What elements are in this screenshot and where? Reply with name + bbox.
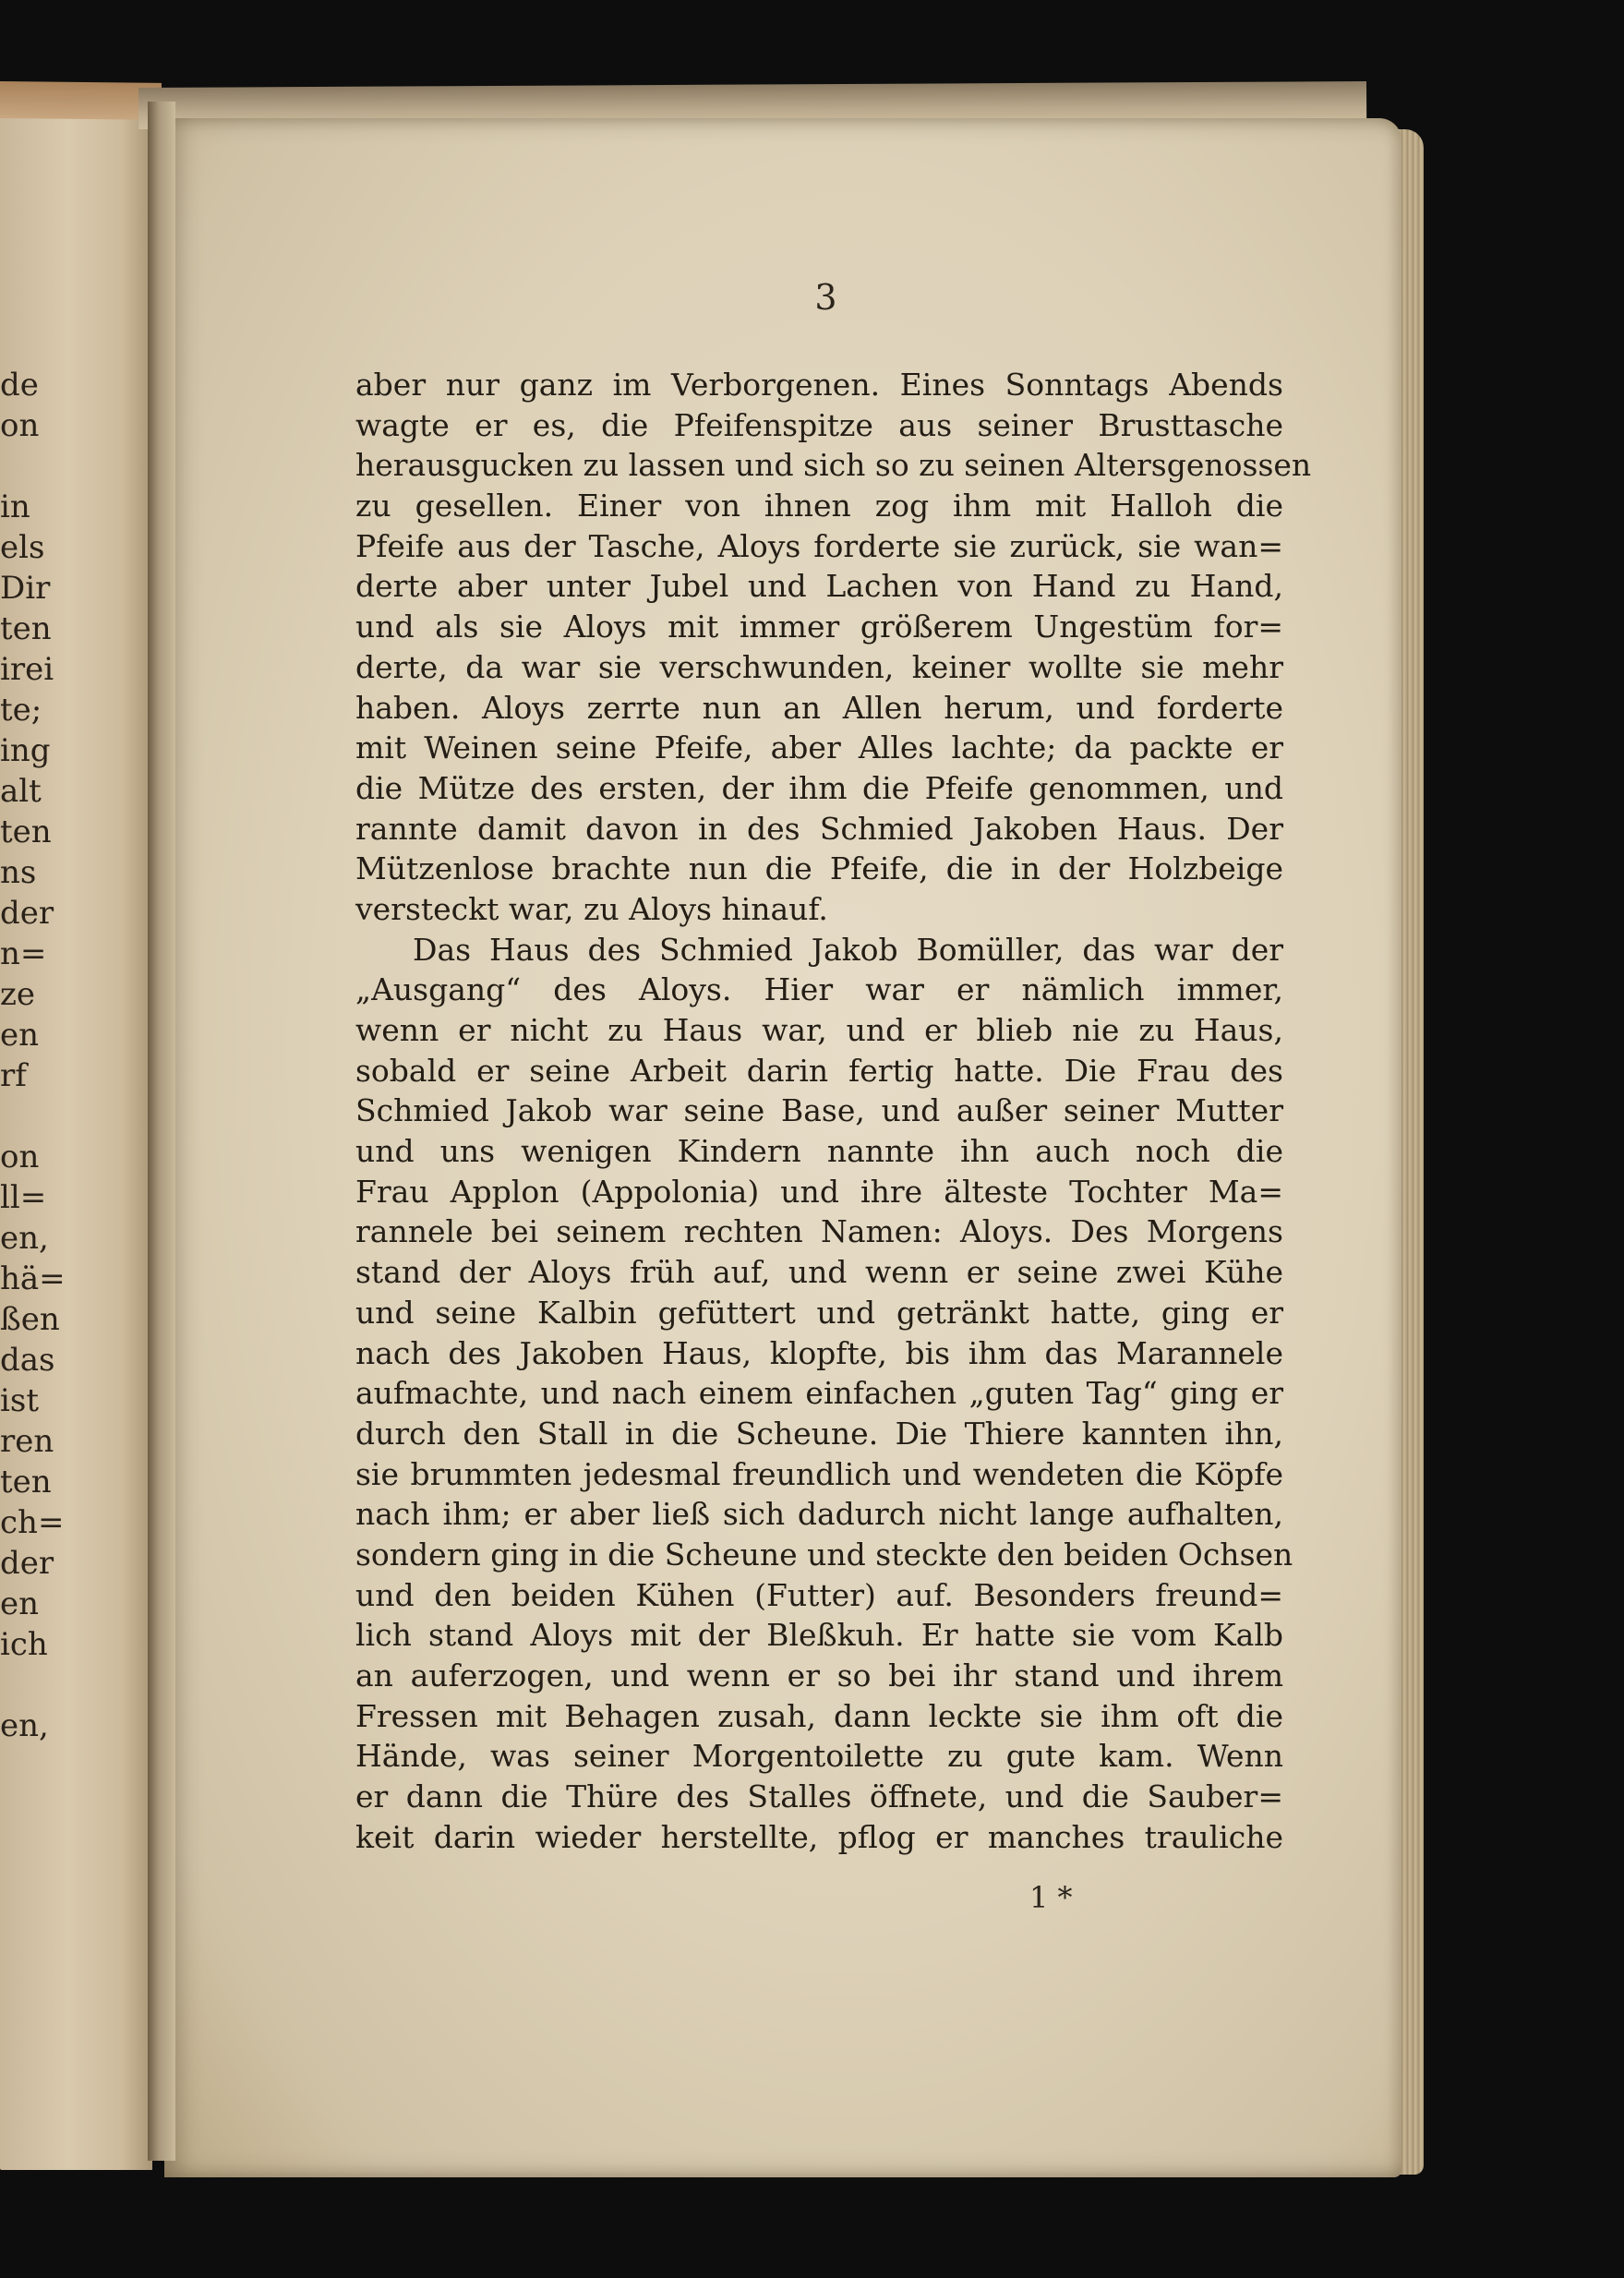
- text-line: rannele bei seinem rechten Namen: Aloys. Des Morgens: [355, 1213, 1283, 1250]
- text-line: keit darin wieder herstellte, pflog er manches trauliche: [355, 1818, 1283, 1855]
- previous-page-line-fragment: en: [0, 1017, 40, 1054]
- text-line: die Mütze des ersten, der ihm die Pfeife genommen, und: [355, 769, 1283, 806]
- previous-page-line-fragment: rf: [0, 1057, 27, 1094]
- previous-page-line-fragment: ns: [0, 854, 37, 891]
- previous-page-line-fragment: n=: [0, 935, 47, 972]
- previous-page-line-fragment: ßen: [0, 1301, 60, 1338]
- text-line: aber nur ganz im Verborgenen. Eines Sonntags Abends: [355, 367, 1283, 403]
- text-line: Hände, was seiner Morgentoilette zu gute kam. Wenn: [355, 1738, 1283, 1775]
- previous-page-line-fragment: der: [0, 895, 54, 932]
- text-line: nach ihm; er aber ließ sich dadurch nicht lange aufhalten,: [355, 1496, 1283, 1533]
- text-line: und als sie Aloys mit immer größerem Ungestüm for=: [355, 609, 1283, 645]
- page-number: 3: [814, 277, 837, 318]
- text-line: und seine Kalbin gefüttert und getränkt hatte, ging er: [355, 1294, 1283, 1331]
- text-line: nach des Jakoben Haus, klopfte, bis ihm das Marannele: [355, 1334, 1283, 1371]
- previous-page-line-fragment: ing: [0, 732, 51, 769]
- text-line: Pfeife aus der Tasche, Aloys forderte sie zurück, sie wan=: [355, 527, 1283, 564]
- previous-page-line-fragment: en: [0, 1585, 40, 1622]
- text-line: Das Haus des Schmied Jakob Bomüller, das war der: [413, 931, 1283, 968]
- previous-page-line-fragment: ren: [0, 1423, 54, 1460]
- text-line: rannte damit davon in des Schmied Jakoben Haus. Der: [355, 810, 1283, 847]
- previous-page: [0, 88, 152, 2170]
- text-line: wagte er es, die Pfeifenspitze aus seiner Brusttasche: [355, 406, 1283, 443]
- previous-page-line-fragment: ten: [0, 610, 52, 647]
- previous-page-line-fragment: [0, 1096, 55, 1137]
- text-line: an auferzogen, und wenn er so bei ihr stand und ihrem: [355, 1657, 1283, 1693]
- previous-page-line-fragment: irei: [0, 651, 54, 688]
- text-line: stand der Aloys früh auf, und wenn er seine zwei Kühe: [355, 1254, 1283, 1291]
- previous-page-line-fragment: in: [0, 488, 30, 525]
- text-line: Fressen mit Behagen zusah, dann leckte sie ihm oft die: [355, 1697, 1283, 1734]
- previous-page-line-fragment: [0, 446, 55, 487]
- previous-page-line-fragment: en,: [0, 1707, 49, 1744]
- text-line: sondern ging in die Scheune und steckte den beiden Ochsen: [355, 1536, 1293, 1573]
- previous-page-line-fragment: ll=: [0, 1179, 47, 1216]
- previous-page-line-fragment: alt: [0, 773, 42, 810]
- previous-page-line-fragment: ist: [0, 1382, 39, 1419]
- previous-page-line-fragment: hä=: [0, 1260, 66, 1297]
- previous-page-line-fragment: ten: [0, 1464, 52, 1501]
- text-line: wenn er nicht zu Haus war, und er blieb nie zu Haus,: [355, 1012, 1283, 1048]
- text-line: versteckt war, zu Aloys hinauf.: [355, 890, 828, 927]
- text-line: „Ausgang“ des Aloys. Hier war er nämlich immer,: [355, 971, 1283, 1008]
- previous-page-line-fragment: ch=: [0, 1504, 65, 1541]
- text-line: lich stand Aloys mit der Bleßkuh. Er hatte sie vom Kalb: [355, 1617, 1283, 1654]
- text-line: herausgucken zu lassen und sich so zu seinen Altersgenossen: [355, 447, 1312, 484]
- previous-page-line-fragment: de: [0, 367, 39, 404]
- previous-page-line-fragment: ten: [0, 814, 52, 850]
- previous-page-line-fragment: on: [0, 1139, 40, 1175]
- previous-page-top-edge: [0, 81, 162, 120]
- text-line: Mützenlose brachte nun die Pfeife, die in der Holzbeige: [355, 850, 1283, 887]
- previous-page-line-fragment: ich: [0, 1626, 48, 1663]
- text-line: sie brummten jedesmal freundlich und wendeten die Köpfe: [355, 1455, 1283, 1492]
- text-line: und den beiden Kühen (Futter) auf. Besonders freund=: [355, 1576, 1283, 1613]
- previous-page-line-fragment: [0, 1665, 55, 1705]
- previous-page-line-fragment: els: [0, 529, 45, 566]
- previous-page-line-fragment: der: [0, 1545, 54, 1582]
- previous-page-text: [0, 365, 66, 1746]
- text-line: aufmachte, und nach einem einfachen „guten Tag“ ging er: [355, 1375, 1283, 1412]
- page-body-text: [355, 365, 1312, 1857]
- book-gutter: [148, 102, 175, 2161]
- text-line: mit Weinen seine Pfeife, aber Alles lachte; da packte er: [355, 729, 1283, 766]
- previous-page-line-fragment: on: [0, 407, 40, 444]
- previous-page-line-fragment: Dir: [0, 570, 51, 607]
- previous-page-line-fragment: te;: [0, 692, 42, 729]
- previous-page-line-fragment: das: [0, 1342, 55, 1379]
- text-line: zu gesellen. Einer von ihnen zog ihm mit Halloh die: [355, 488, 1283, 524]
- text-line: durch den Stall in die Scheune. Die Thiere kannten ihn,: [355, 1415, 1283, 1452]
- text-line: sobald er seine Arbeit darin fertig hatte. Die Frau des: [355, 1052, 1283, 1089]
- text-line: er dann die Thüre des Stalles öffnete, und die Sauber=: [355, 1778, 1283, 1815]
- printer-signature: 1 *: [1029, 1880, 1073, 1915]
- text-line: derte, da war sie verschwunden, keiner wollte sie mehr: [355, 648, 1283, 685]
- previous-page-line-fragment: en,: [0, 1220, 49, 1257]
- text-line: haben. Aloys zerrte nun an Allen herum, und forderte: [355, 689, 1283, 726]
- text-line: derte aber unter Jubel und Lachen von Hand zu Hand,: [355, 568, 1283, 605]
- text-line: Frau Applon (Appolonia) und ihre älteste Tochter Ma=: [355, 1173, 1283, 1210]
- text-line: und uns wenigen Kindern nannte ihn auch noch die: [355, 1133, 1283, 1170]
- text-line: Schmied Jakob war seine Base, und außer seiner Mutter: [355, 1092, 1283, 1129]
- previous-page-line-fragment: ze: [0, 976, 36, 1013]
